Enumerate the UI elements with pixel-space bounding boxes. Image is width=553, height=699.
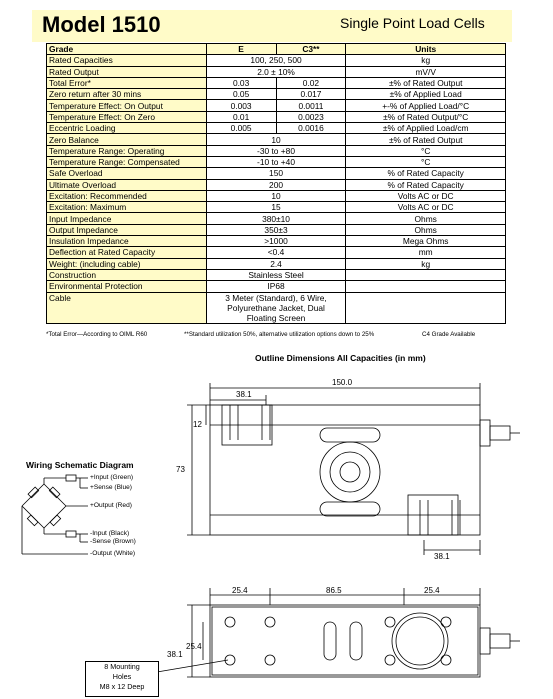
spec-cell: ±% of Applied Load <box>346 89 506 100</box>
wire-input-neg: -Input (Black) <box>90 530 130 537</box>
spec-cell: Safe Overload <box>47 168 207 179</box>
spec-cell: 0.017 <box>276 89 346 100</box>
dim-b-left: 25.4 <box>232 586 248 595</box>
spec-cell: 2.4 <box>206 258 346 269</box>
spec-cell: Rated Output <box>47 66 207 77</box>
spec-cell: ±% of Rated Output/°C <box>346 111 506 122</box>
cable-line: 3 Meter (Standard), 6 Wire, <box>225 292 327 303</box>
cable-line: Floating Screen <box>246 312 306 323</box>
spec-cell: 10 <box>206 134 346 145</box>
spec-cell: <0.4 <box>206 247 346 258</box>
spec-cell: 0.01 <box>206 111 276 122</box>
mounting-line-2: Holes <box>112 672 132 681</box>
spec-cell: 0.005 <box>206 123 276 134</box>
wiring-title: Wiring Schematic Diagram <box>26 460 134 470</box>
spec-cell: Volts AC or DC <box>346 190 506 201</box>
spec-cell: 200 <box>206 179 346 190</box>
spec-cell: +-% of Applied Load/°C <box>346 100 506 111</box>
spec-cell: Zero return after 30 mins <box>47 89 207 100</box>
spec-cell: Ultimate Overload <box>47 179 207 190</box>
dim-b-right: 25.4 <box>424 586 440 595</box>
spec-cell: Weight: (including cable) <box>47 258 207 269</box>
spec-cell: 0.0011 <box>276 100 346 111</box>
dim-height: 73 <box>176 465 185 474</box>
spec-cell: -10 to +40 <box>206 156 346 167</box>
dim-top-offset: 38.1 <box>236 390 252 399</box>
spec-cell: >1000 <box>206 236 346 247</box>
spec-cell: Cable <box>47 292 207 323</box>
strain-pocket <box>320 442 380 502</box>
spec-cell: mm <box>346 247 506 258</box>
dim-bottom-offset: 38.1 <box>434 552 450 561</box>
spec-cell: 100, 250, 500 <box>206 55 346 66</box>
wire-input-pos: +Input (Green) <box>90 474 134 481</box>
spec-cell: Environmental Protection <box>47 281 207 292</box>
col-units: Units <box>346 44 506 55</box>
spec-cell: Zero Balance <box>47 134 207 145</box>
spec-cell: 0.003 <box>206 100 276 111</box>
footnote-total-error: *Total Error—According to OIML R60 <box>46 331 148 338</box>
spec-cell: ±% of Applied Load/cm <box>346 123 506 134</box>
spec-cell: °C <box>346 145 506 156</box>
col-grade: Grade <box>47 44 207 55</box>
footnote-standard: **Standard utilization 50%, alternative utilization options down to 25% <box>184 331 375 338</box>
spec-cell: mV/V <box>346 66 506 77</box>
model-title: Model 1510 <box>42 12 161 37</box>
spec-cell: kg <box>346 258 506 269</box>
col-c3: C3** <box>276 44 346 55</box>
side-view-body <box>210 405 480 535</box>
mounting-line-3: M8 x 12 Deep <box>99 682 145 691</box>
spec-cell: ±% of Rated Output <box>346 134 506 145</box>
spec-cell: Temperature Range: Compensated <box>47 156 207 167</box>
spec-cell: Output Impedance <box>47 224 207 235</box>
spec-cell: % of Rated Capacity <box>346 179 506 190</box>
dim-b-height: 38.1 <box>167 650 183 659</box>
spec-cell: Temperature Range: Operating <box>47 145 207 156</box>
spec-cell: 10 <box>206 190 346 201</box>
spec-cell: Eccentric Loading <box>47 123 207 134</box>
footnote-c4: C4 Grade Available <box>422 331 476 338</box>
cable-line: Polyurethane Jacket, Dual <box>227 302 325 313</box>
wire-output-neg: -Output (White) <box>90 550 136 557</box>
spec-cell: Excitation: Recommended <box>47 190 207 201</box>
top-view-body <box>210 605 480 677</box>
dim-b-inner: 25.4 <box>186 642 202 651</box>
spec-cell: 0.0016 <box>276 123 346 134</box>
product-subtitle: Single Point Load Cells <box>340 15 485 31</box>
spec-cell: ±% of Rated Output <box>346 77 506 88</box>
spec-cell: 150 <box>206 168 346 179</box>
spec-cell: Mega Ohms <box>346 236 506 247</box>
spec-cell: Insulation Impedance <box>47 236 207 247</box>
spec-cell: 0.02 <box>276 77 346 88</box>
spec-cell: IP68 <box>206 281 346 292</box>
spec-cell: 15 <box>206 202 346 213</box>
mounting-holes-note <box>85 661 159 697</box>
wire-sense-neg: -Sense (Brown) <box>90 538 136 545</box>
spec-cell: Volts AC or DC <box>346 202 506 213</box>
spec-cell: Stainless Steel <box>206 269 346 280</box>
dim-left-small: 12 <box>193 420 202 429</box>
spec-cell: Input Impedance <box>47 213 207 224</box>
spec-cell: 0.05 <box>206 89 276 100</box>
spec-cell: Excitation: Maximum <box>47 202 207 213</box>
wire-sense-pos: +Sense (Blue) <box>90 484 132 491</box>
spec-cell: Construction <box>47 269 207 280</box>
spec-cell: Ohms <box>346 224 506 235</box>
spec-cell: Ohms <box>346 213 506 224</box>
spec-cell: Rated Capacities <box>47 55 207 66</box>
dim-b-mid: 86.5 <box>326 586 342 595</box>
spec-cell: kg <box>346 55 506 66</box>
wheatstone-bridge <box>22 475 88 554</box>
spec-cell: 0.03 <box>206 77 276 88</box>
outline-title: Outline Dimensions All Capacities (in mm) <box>255 353 426 363</box>
spec-cell: Temperature Effect: On Output <box>47 100 207 111</box>
spec-cell: % of Rated Capacity <box>346 168 506 179</box>
dim-length: 150.0 <box>332 378 353 387</box>
spec-cell: 0.0023 <box>276 111 346 122</box>
spec-cell: 2.0 ± 10% <box>206 66 346 77</box>
col-e: E <box>206 44 276 55</box>
spec-cell: °C <box>346 156 506 167</box>
top-view-pocket <box>392 613 448 669</box>
spec-cell: Temperature Effect: On Zero <box>47 111 207 122</box>
wire-output-pos: +Output (Red) <box>90 502 132 509</box>
spec-cell: -30 to +80 <box>206 145 346 156</box>
spec-cell: 380±10 <box>206 213 346 224</box>
spec-cell: 350±3 <box>206 224 346 235</box>
cable-gland <box>480 420 490 446</box>
spec-cell: Deflection at Rated Capacity <box>47 247 207 258</box>
spec-cell: Total Error* <box>47 77 207 88</box>
mounting-line-1: 8 Mounting <box>104 662 140 671</box>
